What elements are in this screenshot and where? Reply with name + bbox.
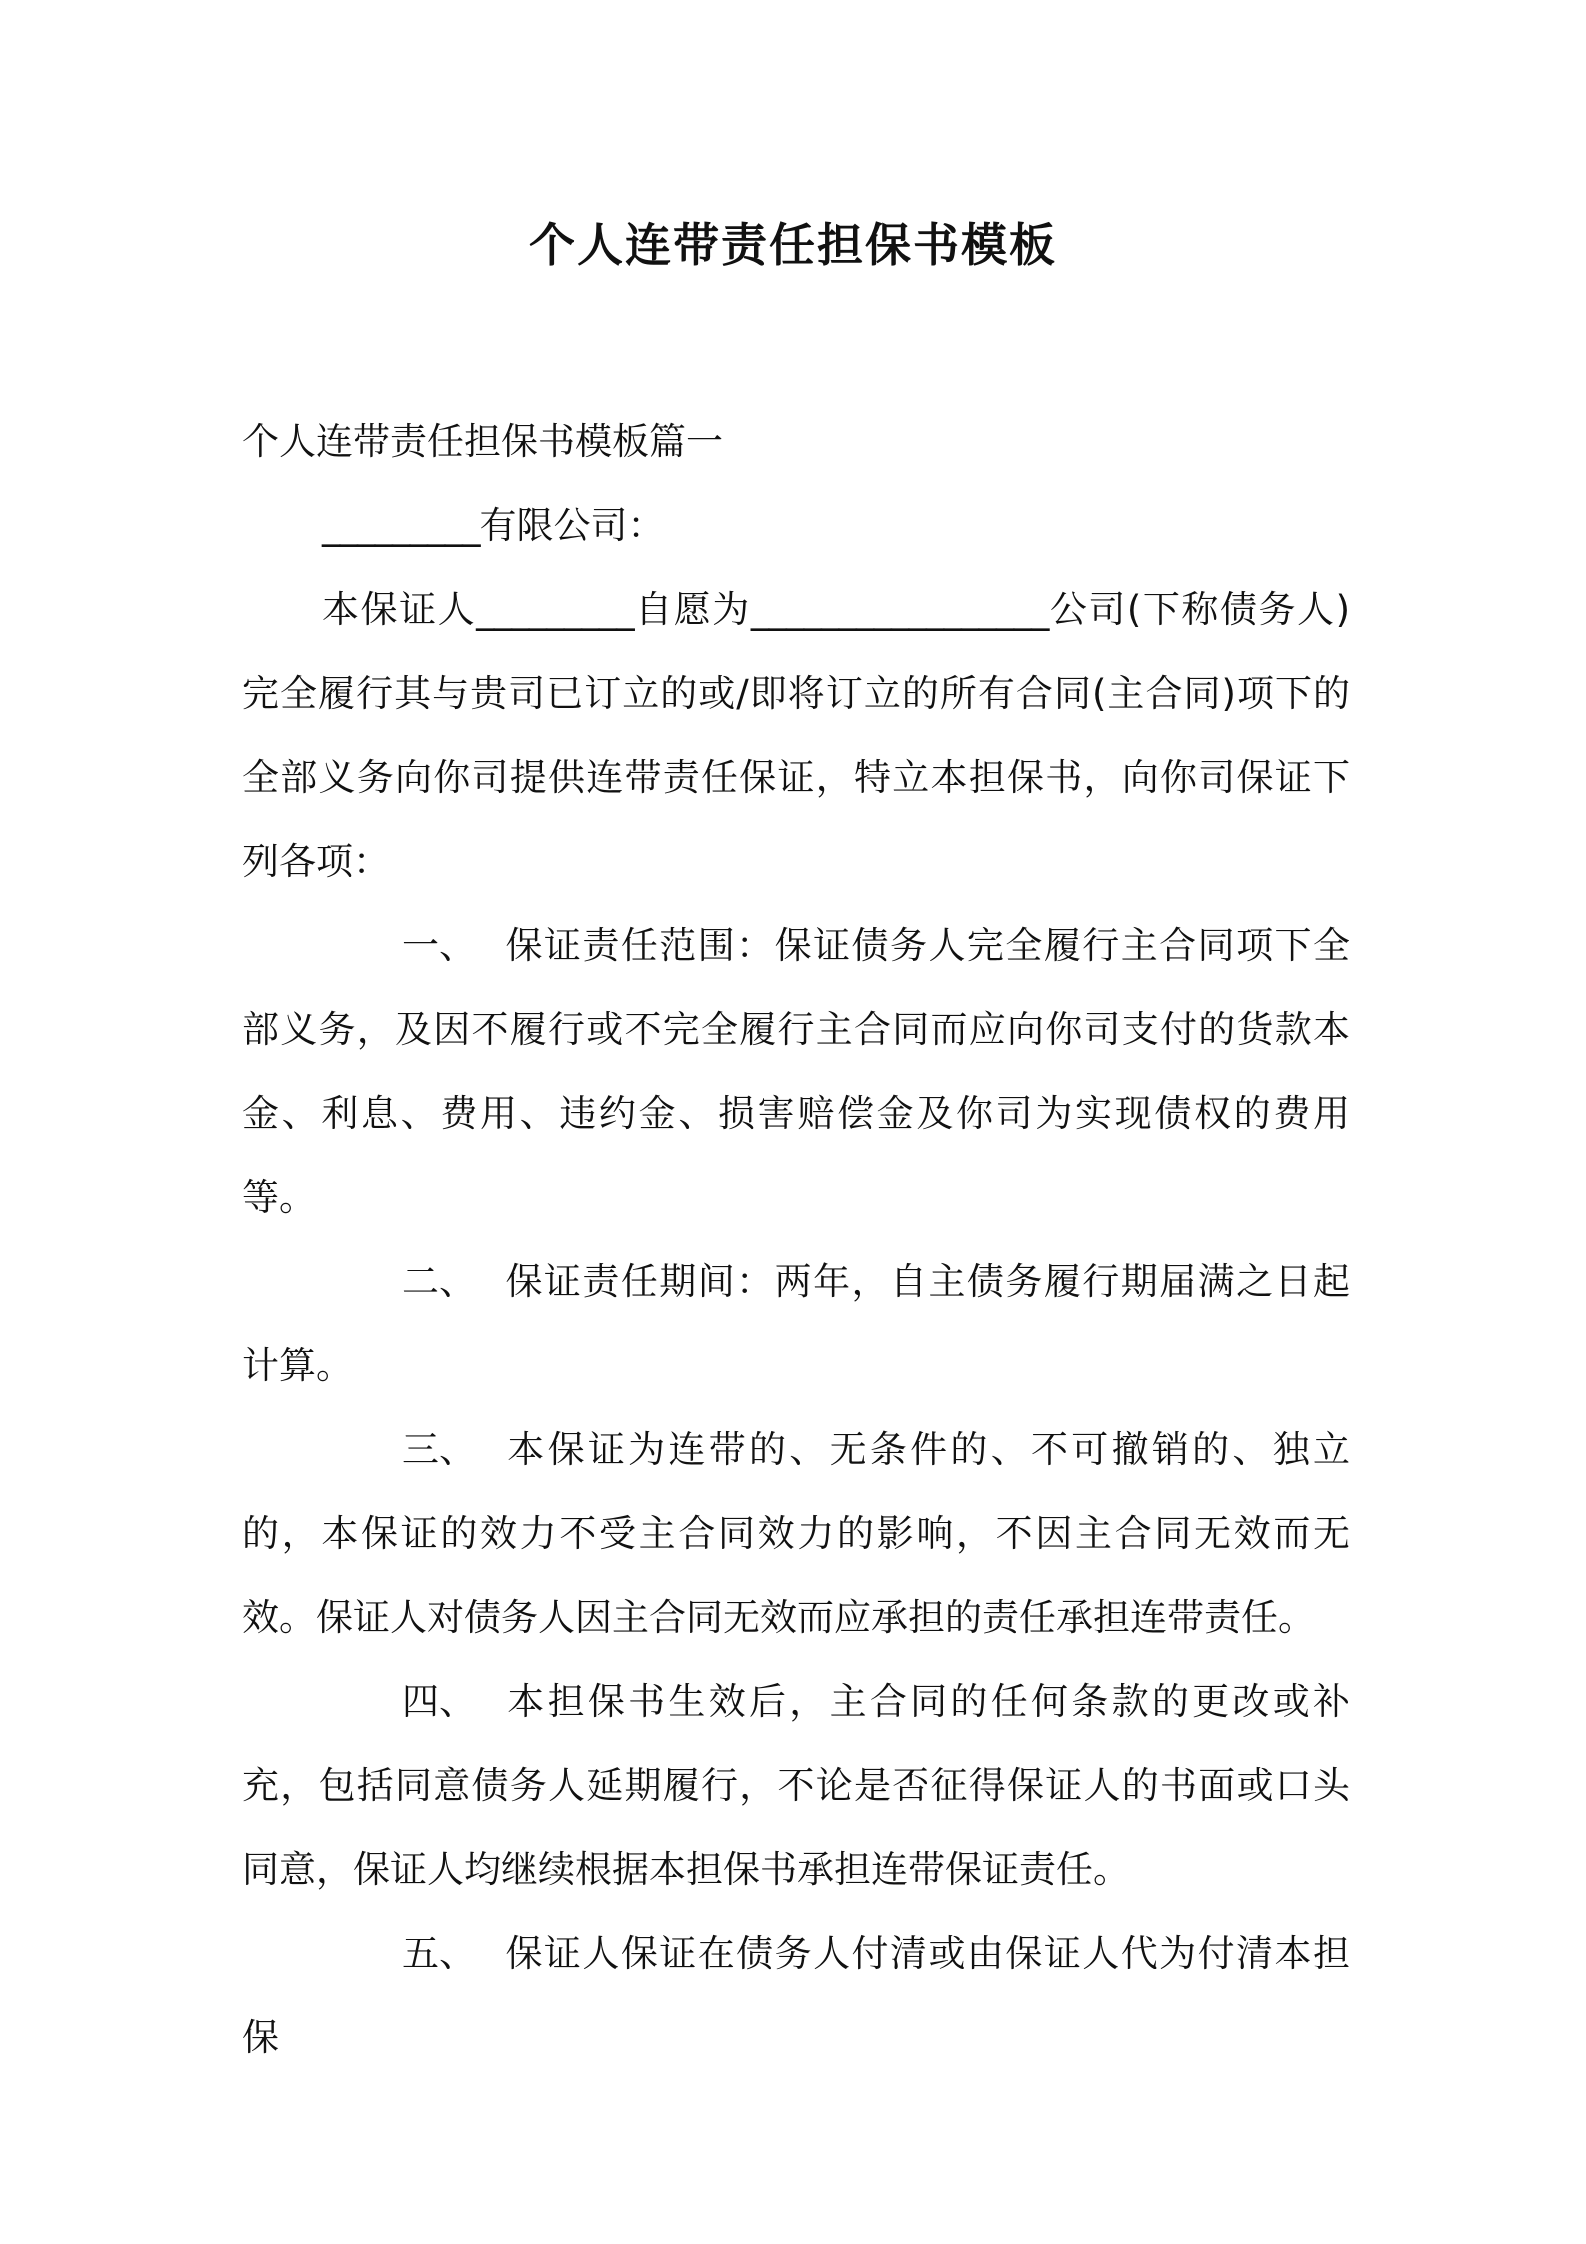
clause-text: 本担保书生效后，主合同的任何条款的更改或补充，包括同意债务人延期履行，不论是否征得保证人的书面或口头同意，保证人均继续根据本担保书承担连带保证责任。	[242, 1680, 1350, 1891]
clause-3	[242, 1408, 1350, 1660]
clause-text: 保证责任期间：两年，自主债务履行期届满之日起计算。	[242, 1260, 1350, 1387]
clause-number: 二、	[402, 1260, 476, 1303]
intro-prefix: 本保证人	[322, 588, 477, 631]
debtor-company-blank: _________________	[750, 588, 1049, 631]
clause-number: 四、	[402, 1680, 476, 1723]
intro-middle: 自愿为	[633, 588, 751, 631]
clause-number: 三、	[402, 1428, 476, 1471]
addressee-blank: _________	[322, 504, 480, 547]
clause-2	[242, 1240, 1350, 1408]
clause-number: 一、	[402, 924, 476, 967]
clause-4	[242, 1660, 1350, 1912]
guarantor-blank: _________	[476, 588, 634, 631]
addressee-suffix: 有限公司：	[479, 504, 665, 547]
clause-number: 五、	[402, 1932, 476, 1975]
section-heading: 个人连带责任担保书模板篇一	[242, 420, 723, 463]
clause-1	[242, 904, 1350, 1240]
clause-text: 保证人保证在债务人付清或由保证人代为付清本担保	[242, 1932, 1350, 2059]
intro-suffix: 公司(下称债务人)完全履行其与贵司已订立的或/即将订立的所有合同(主合同)项下的全部义务向你司提供连带责任保证，特立本担保书，向你司保证下列各项：	[242, 588, 1351, 883]
addressee-line	[242, 484, 1350, 568]
document-title: 个人连带责任担保书模板	[529, 218, 1057, 272]
clause-text: 保证责任范围：保证债务人完全履行主合同项下全部义务，及因不履行或不完全履行主合同而应向你司支付的货款本金、利息、费用、违约金、损害赔偿金及你司为实现债权的费用等。	[242, 924, 1350, 1219]
document-body	[242, 400, 1350, 2080]
clause-5	[242, 1912, 1350, 2080]
clause-text: 本保证为连带的、无条件的、不可撤销的、独立的，本保证的效力不受主合同效力的影响，不因主合同无效而无效。保证人对债务人因主合同无效而应承担的责任承担连带责任。	[242, 1428, 1350, 1639]
intro-paragraph	[242, 568, 1350, 904]
